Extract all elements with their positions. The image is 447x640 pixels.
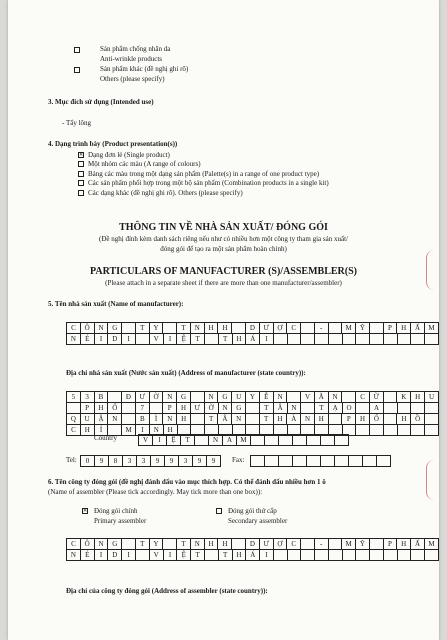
grid-cell[interactable]: T	[315, 403, 329, 414]
grid-cell[interactable]: G	[108, 539, 122, 550]
grid-cell[interactable]	[67, 403, 81, 414]
grid-cell[interactable]: Ô	[80, 539, 94, 550]
grid-cell[interactable]: Y	[149, 539, 163, 550]
grid-cell[interactable]: T	[204, 414, 218, 425]
country-cells[interactable]	[138, 434, 349, 446]
tel-cells[interactable]	[80, 455, 221, 467]
grid-cell[interactable]	[411, 403, 425, 414]
grid-cell[interactable]	[122, 414, 136, 425]
grid-cell[interactable]: P	[342, 414, 356, 425]
grid-cell[interactable]: M	[342, 539, 356, 550]
checkbox-secondary-assembler[interactable]	[216, 508, 222, 514]
grid-cell[interactable]: Ệ	[177, 334, 191, 345]
grid-cell[interactable]	[335, 435, 349, 446]
grid-cell[interactable]	[122, 403, 136, 414]
grid-cell[interactable]: V	[139, 435, 153, 446]
grid-cell[interactable]: A	[223, 435, 237, 446]
presentation-checkbox-4[interactable]	[78, 190, 84, 196]
grid-cell[interactable]	[321, 456, 335, 467]
grid-cell[interactable]: N	[94, 323, 108, 334]
grid-cell[interactable]: 8	[109, 456, 123, 467]
grid-cell[interactable]	[287, 334, 301, 345]
grid-cell[interactable]: N	[94, 539, 108, 550]
grid-cell[interactable]: N	[204, 392, 218, 403]
grid-cell[interactable]	[205, 550, 219, 561]
grid-cell[interactable]: Ư	[259, 323, 273, 334]
manufacturer-address-label: Địa chỉ nhà sản xuất (Nước sản xuất) (Address of manufacturer (state country)):	[66, 369, 306, 377]
grid-cell[interactable]: I	[163, 550, 177, 561]
grid-cell[interactable]	[293, 456, 307, 467]
document-page	[8, 0, 439, 640]
grid-cell[interactable]: 9	[95, 456, 109, 467]
grid-cell[interactable]: Ì	[149, 414, 163, 425]
grid-cell[interactable]: 0	[81, 456, 95, 467]
grid-cell[interactable]: Đ	[121, 392, 135, 403]
grid-cell[interactable]	[195, 435, 209, 446]
checkbox-others[interactable]	[74, 67, 80, 73]
checkbox-primary-assembler[interactable]	[82, 508, 88, 514]
grid-cell[interactable]: Ạ	[328, 403, 342, 414]
grid-cell[interactable]	[349, 456, 363, 467]
grid-cell[interactable]: U	[80, 414, 94, 425]
grid-cell[interactable]: I	[163, 334, 177, 345]
grid-cell[interactable]: G	[108, 323, 122, 334]
intended-use-value: - Tẩy lông	[62, 119, 92, 127]
grid-cell[interactable]: Ă	[314, 392, 328, 403]
grid-cell[interactable]: Ệ	[167, 435, 181, 446]
grid-cell[interactable]	[370, 425, 384, 436]
grid-cell[interactable]	[370, 550, 384, 561]
grid-cell[interactable]: À	[287, 414, 301, 425]
grid-cell[interactable]: T	[191, 550, 205, 561]
grid-cell[interactable]: Ễ	[259, 392, 273, 403]
section-note-vi-1: (Đề nghị đính kèm danh sách riêng nếu như có nhiều hơn một công ty tham gia sản xuất/	[99, 235, 348, 243]
grid-cell[interactable]	[136, 334, 150, 345]
grid-cell[interactable]	[246, 403, 260, 414]
grid-cell[interactable]: H	[94, 403, 108, 414]
grid-cell[interactable]	[301, 334, 315, 345]
grid-cell[interactable]: C	[67, 425, 81, 436]
primary-assembler-en: Primary assembler	[94, 517, 147, 525]
grid-cell[interactable]: H	[177, 403, 191, 414]
grid-cell[interactable]	[369, 323, 383, 334]
manufacturer-heading: 5. Tên nhà sản xuất (Name of manufacturer):	[48, 300, 184, 308]
grid-cell[interactable]	[377, 456, 391, 467]
grid-cell[interactable]	[342, 550, 356, 561]
grid-cell[interactable]: H	[273, 414, 287, 425]
grid-cell[interactable]	[328, 334, 342, 345]
grid-cell[interactable]: N	[232, 414, 246, 425]
grid-cell[interactable]	[383, 550, 397, 561]
grid-cell[interactable]: N	[301, 414, 315, 425]
grid-cell[interactable]: Ư	[135, 392, 149, 403]
grid-cell[interactable]: Ờ	[149, 392, 163, 403]
assembler-name-row-2[interactable]	[66, 549, 439, 561]
grid-cell[interactable]	[425, 334, 439, 345]
grid-cell[interactable]: M	[424, 539, 438, 550]
presentation-checkbox-3[interactable]	[78, 180, 84, 186]
grid-cell[interactable]: Ợ	[273, 539, 287, 550]
presentation-option-1: Một nhóm các màu (A range of colours)	[88, 160, 201, 169]
grid-cell[interactable]	[383, 334, 397, 345]
grid-cell[interactable]: T	[259, 414, 273, 425]
secondary-assembler-en: Secondary assembler	[228, 517, 288, 525]
grid-cell[interactable]: N	[273, 392, 287, 403]
grid-cell[interactable]	[191, 414, 205, 425]
grid-cell[interactable]	[205, 334, 219, 345]
grid-cell[interactable]: Ừ	[369, 392, 383, 403]
checkbox-anti-wrinkle[interactable]	[74, 47, 80, 53]
grid-cell[interactable]	[251, 456, 265, 467]
grid-cell[interactable]	[301, 550, 315, 561]
grid-cell[interactable]: P	[383, 539, 397, 550]
grid-cell[interactable]: Ẩ	[411, 323, 425, 334]
grid-cell[interactable]	[315, 334, 329, 345]
grid-cell[interactable]: K	[397, 392, 411, 403]
grid-cell[interactable]	[356, 425, 370, 436]
grid-cell[interactable]: V	[301, 392, 315, 403]
grid-cell[interactable]	[293, 435, 307, 446]
country-label: Country	[94, 434, 117, 442]
grid-cell[interactable]	[122, 539, 136, 550]
grid-cell[interactable]: G	[232, 403, 246, 414]
grid-cell[interactable]	[301, 539, 315, 550]
grid-cell[interactable]: I	[94, 550, 108, 561]
grid-cell[interactable]: H	[80, 425, 94, 436]
grid-cell[interactable]: C	[67, 539, 81, 550]
grid-cell[interactable]: M	[237, 435, 251, 446]
grid-cell[interactable]: 3	[179, 456, 193, 467]
grid-cell[interactable]: G	[177, 392, 191, 403]
grid-cell[interactable]: Í	[94, 425, 108, 436]
primary-assembler-vi: Đóng gói chính	[94, 507, 138, 515]
grid-cell[interactable]: Q	[67, 414, 81, 425]
grid-cell[interactable]: I	[94, 334, 108, 345]
grid-cell[interactable]: H	[163, 425, 177, 436]
grid-cell[interactable]: I	[122, 334, 136, 345]
grid-cell[interactable]: H	[232, 550, 246, 561]
grid-cell[interactable]: I	[122, 550, 136, 561]
grid-cell[interactable]: Â	[218, 414, 232, 425]
grid-cell[interactable]	[251, 435, 265, 446]
presentation-option-0: Dạng đơn lẻ (Single product)	[88, 151, 170, 159]
anti-wrinkle-label-en: Anti-wrinkle products	[100, 55, 163, 63]
grid-cell[interactable]: Ỹ	[356, 539, 370, 550]
grid-cell[interactable]: U	[232, 392, 246, 403]
grid-cell[interactable]	[246, 414, 260, 425]
grid-cell[interactable]: C	[287, 323, 301, 334]
stamp-mark-bottom	[426, 460, 439, 500]
grid-cell[interactable]	[342, 392, 356, 403]
assembler-address-label: Địa chỉ của công ty đóng gói (Address of assembler (state country)):	[66, 587, 268, 595]
grid-cell[interactable]: N	[209, 435, 223, 446]
grid-cell[interactable]	[232, 323, 246, 334]
grid-cell[interactable]	[425, 414, 439, 425]
grid-cell[interactable]: O	[342, 403, 356, 414]
section-note-vi-2: đóng gói để tạo ra một sản phẩm hoàn chỉnh)	[160, 245, 287, 253]
grid-cell[interactable]: Ợ	[273, 323, 287, 334]
grid-cell[interactable]: H	[314, 414, 328, 425]
grid-cell[interactable]: N	[163, 392, 177, 403]
others-label-vi: Sản phẩm khác (đề nghị ghi rõ)	[100, 65, 189, 73]
presentation-option-2: Bảng các màu trong một dạng sản phẩm (Palette(s) in a range of one product type)	[88, 169, 320, 178]
grid-cell[interactable]: T	[181, 435, 195, 446]
grid-cell[interactable]: H	[218, 539, 232, 550]
grid-cell[interactable]: V	[149, 550, 163, 561]
grid-cell[interactable]: 3	[80, 392, 94, 403]
secondary-assembler-vi: Đóng gói thứ cấp	[228, 507, 277, 515]
grid-cell[interactable]: N	[328, 392, 342, 403]
grid-cell[interactable]	[425, 403, 439, 414]
grid-cell[interactable]: D	[245, 323, 259, 334]
grid-cell[interactable]: Á	[246, 334, 260, 345]
intended-use-heading: 3. Mục đích sử dụng (Intended use)	[48, 98, 154, 106]
grid-cell[interactable]	[163, 539, 177, 550]
grid-cell[interactable]: Ố	[369, 414, 383, 425]
grid-cell[interactable]	[356, 334, 370, 345]
grid-cell[interactable]: H	[204, 539, 218, 550]
grid-cell[interactable]	[315, 550, 329, 561]
grid-cell[interactable]	[411, 425, 425, 436]
grid-cell[interactable]: U	[425, 392, 439, 403]
grid-cell[interactable]: H	[204, 323, 218, 334]
grid-cell[interactable]: C	[356, 392, 370, 403]
grid-cell[interactable]: É	[80, 334, 94, 345]
others-label-en: Others (please specify)	[100, 75, 165, 83]
grid-cell[interactable]: H	[397, 539, 411, 550]
grid-cell[interactable]: N	[218, 403, 232, 414]
grid-cell[interactable]: Á	[246, 550, 260, 561]
grid-cell[interactable]	[425, 550, 439, 561]
grid-cell[interactable]	[273, 334, 287, 345]
grid-cell[interactable]: Ậ	[94, 414, 108, 425]
grid-cell[interactable]	[411, 334, 425, 345]
grid-cell[interactable]	[328, 550, 342, 561]
grid-cell[interactable]: N	[149, 425, 163, 436]
grid-cell[interactable]	[163, 323, 177, 334]
grid-cell[interactable]: A	[370, 403, 384, 414]
grid-cell[interactable]	[328, 323, 342, 334]
grid-cell[interactable]: N	[190, 539, 204, 550]
assembler-heading-1: 6. Tên công ty đóng gói (đề nghị đánh dấu vào mục thích hợp. Có thể đánh dấu nhiều hơn 1 ô	[48, 478, 326, 486]
grid-cell[interactable]: N	[108, 414, 122, 425]
grid-cell[interactable]: N	[287, 403, 301, 414]
presentation-checkbox-1[interactable]	[78, 161, 84, 167]
grid-cell[interactable]: D	[108, 334, 122, 345]
grid-cell[interactable]: Ẩ	[411, 539, 425, 550]
grid-cell[interactable]: T	[259, 403, 273, 414]
section-title-en: PARTICULARS OF MANUFACTURER (S)/ASSEMBLER(S)	[90, 266, 357, 277]
grid-cell[interactable]	[369, 539, 383, 550]
grid-cell[interactable]	[265, 435, 279, 446]
grid-cell[interactable]: -	[314, 539, 328, 550]
grid-cell[interactable]: I	[260, 550, 274, 561]
grid-cell[interactable]	[190, 392, 204, 403]
grid-cell[interactable]	[342, 334, 356, 345]
grid-cell[interactable]: P	[383, 323, 397, 334]
grid-cell[interactable]: N	[163, 414, 177, 425]
presentation-option-4: Các dạng khác (đề nghị ghi rõ). Others (please specify)	[88, 188, 243, 197]
grid-cell[interactable]: N	[67, 334, 81, 345]
grid-cell[interactable]	[232, 539, 246, 550]
grid-cell[interactable]	[383, 425, 397, 436]
grid-cell[interactable]: H	[177, 414, 191, 425]
grid-cell[interactable]	[383, 403, 397, 414]
grid-cell[interactable]	[122, 323, 136, 334]
grid-cell[interactable]	[335, 456, 349, 467]
grid-cell[interactable]	[425, 425, 439, 436]
grid-cell[interactable]: 9	[165, 456, 179, 467]
grid-cell[interactable]	[363, 456, 377, 467]
grid-cell[interactable]	[397, 550, 411, 561]
section-title-vi: THÔNG TIN VỀ NHÀ SẢN XUẤT/ ĐÓNG GÓI	[119, 222, 328, 233]
grid-cell[interactable]: 3	[123, 456, 137, 467]
stamp-mark-top	[426, 250, 439, 290]
grid-cell[interactable]: Â	[273, 403, 287, 414]
grid-cell[interactable]: T	[135, 323, 149, 334]
anti-wrinkle-label-vi: Sản phẩm chống nhăn da	[100, 45, 171, 53]
fax-cells[interactable]	[250, 455, 391, 467]
grid-cell[interactable]	[108, 392, 122, 403]
grid-cell[interactable]	[307, 456, 321, 467]
grid-cell[interactable]	[370, 334, 384, 345]
grid-cell[interactable]: P	[80, 403, 94, 414]
grid-cell[interactable]	[397, 425, 411, 436]
grid-cell[interactable]	[279, 435, 293, 446]
grid-cell[interactable]: I	[260, 334, 274, 345]
assembler-heading-2: (Name of assembler (Please tick accordingly. May tick more than one box)):	[48, 488, 263, 496]
grid-cell[interactable]: Ư	[190, 403, 204, 414]
grid-cell[interactable]: V	[149, 334, 163, 345]
grid-cell[interactable]	[273, 550, 287, 561]
grid-cell[interactable]	[397, 403, 411, 414]
grid-cell[interactable]	[383, 392, 397, 403]
grid-cell[interactable]: D	[245, 539, 259, 550]
grid-cell[interactable]	[301, 403, 315, 414]
grid-cell[interactable]: T	[191, 334, 205, 345]
grid-cell[interactable]: C	[67, 323, 81, 334]
grid-cell[interactable]	[136, 550, 150, 561]
grid-cell[interactable]: N	[190, 323, 204, 334]
grid-cell[interactable]: H	[411, 392, 425, 403]
grid-cell[interactable]: T	[218, 334, 232, 345]
grid-cell[interactable]	[397, 334, 411, 345]
grid-cell[interactable]: H	[356, 414, 370, 425]
grid-cell[interactable]: B	[94, 392, 108, 403]
manufacturer-name-row-2[interactable]	[66, 333, 439, 345]
grid-cell[interactable]: Y	[149, 323, 163, 334]
grid-cell[interactable]: P	[163, 403, 177, 414]
grid-cell[interactable]	[287, 550, 301, 561]
grid-cell[interactable]: Ô	[80, 323, 94, 334]
grid-cell[interactable]: T	[218, 550, 232, 561]
grid-cell[interactable]: G	[218, 392, 232, 403]
grid-cell[interactable]: Ư	[259, 539, 273, 550]
grid-cell[interactable]: 3	[137, 456, 151, 467]
grid-cell[interactable]: T	[177, 539, 191, 550]
grid-cell[interactable]: Ỹ	[356, 323, 370, 334]
grid-cell[interactable]: H	[218, 323, 232, 334]
grid-cell[interactable]	[328, 414, 342, 425]
grid-cell[interactable]: B	[135, 414, 149, 425]
grid-cell[interactable]	[411, 550, 425, 561]
grid-cell[interactable]: Ồ	[411, 414, 425, 425]
grid-cell[interactable]	[301, 323, 315, 334]
grid-cell[interactable]	[307, 435, 321, 446]
grid-cell[interactable]: -	[314, 323, 328, 334]
grid-cell[interactable]	[383, 414, 397, 425]
grid-cell[interactable]: M	[342, 323, 356, 334]
grid-cell[interactable]: Ờ	[204, 403, 218, 414]
grid-cell[interactable]: N	[67, 550, 81, 561]
grid-cell[interactable]: Ố	[108, 403, 122, 414]
section-note-en: (Please attach in a separate sheet if there are more than one manufacturer/assembler)	[105, 279, 342, 287]
presentation-checkbox-0[interactable]	[78, 152, 84, 158]
grid-cell[interactable]: H	[232, 334, 246, 345]
grid-cell[interactable]	[287, 392, 301, 403]
grid-cell[interactable]: M	[424, 323, 438, 334]
grid-cell[interactable]: D	[108, 550, 122, 561]
grid-cell[interactable]: 5	[67, 392, 81, 403]
presentation-checkbox-2[interactable]	[78, 171, 84, 177]
presentation-option-3: Các sản phẩm phối hợp trong một bộ sản phẩm (Combination products in a single kit)	[88, 179, 329, 188]
grid-cell[interactable]: H	[397, 414, 411, 425]
grid-cell[interactable]: 9	[193, 456, 207, 467]
grid-cell[interactable]: 9	[207, 456, 221, 467]
fax-label: Fax:	[232, 456, 245, 464]
grid-cell[interactable]: I	[153, 435, 167, 446]
grid-cell[interactable]	[328, 539, 342, 550]
grid-cell[interactable]: Y	[246, 392, 260, 403]
grid-cell[interactable]	[321, 435, 335, 446]
grid-cell[interactable]: I	[136, 425, 150, 436]
grid-cell[interactable]	[279, 456, 293, 467]
grid-cell[interactable]: C	[287, 539, 301, 550]
presentation-heading: 4. Dạng trình bày (Product presentation(s))	[48, 140, 178, 148]
grid-cell[interactable]: É	[80, 550, 94, 561]
grid-cell[interactable]	[356, 403, 370, 414]
grid-cell[interactable]	[356, 550, 370, 561]
grid-cell[interactable]	[265, 456, 279, 467]
grid-cell[interactable]: Ệ	[177, 550, 191, 561]
grid-cell[interactable]: T	[135, 539, 149, 550]
grid-cell[interactable]: H	[397, 323, 411, 334]
grid-cell[interactable]: T	[177, 323, 191, 334]
tel-label: Tel:	[66, 456, 77, 464]
grid-cell[interactable]	[149, 403, 163, 414]
grid-cell[interactable]: M	[122, 425, 136, 436]
grid-cell[interactable]: 9	[151, 456, 165, 467]
grid-cell[interactable]: 7	[135, 403, 149, 414]
